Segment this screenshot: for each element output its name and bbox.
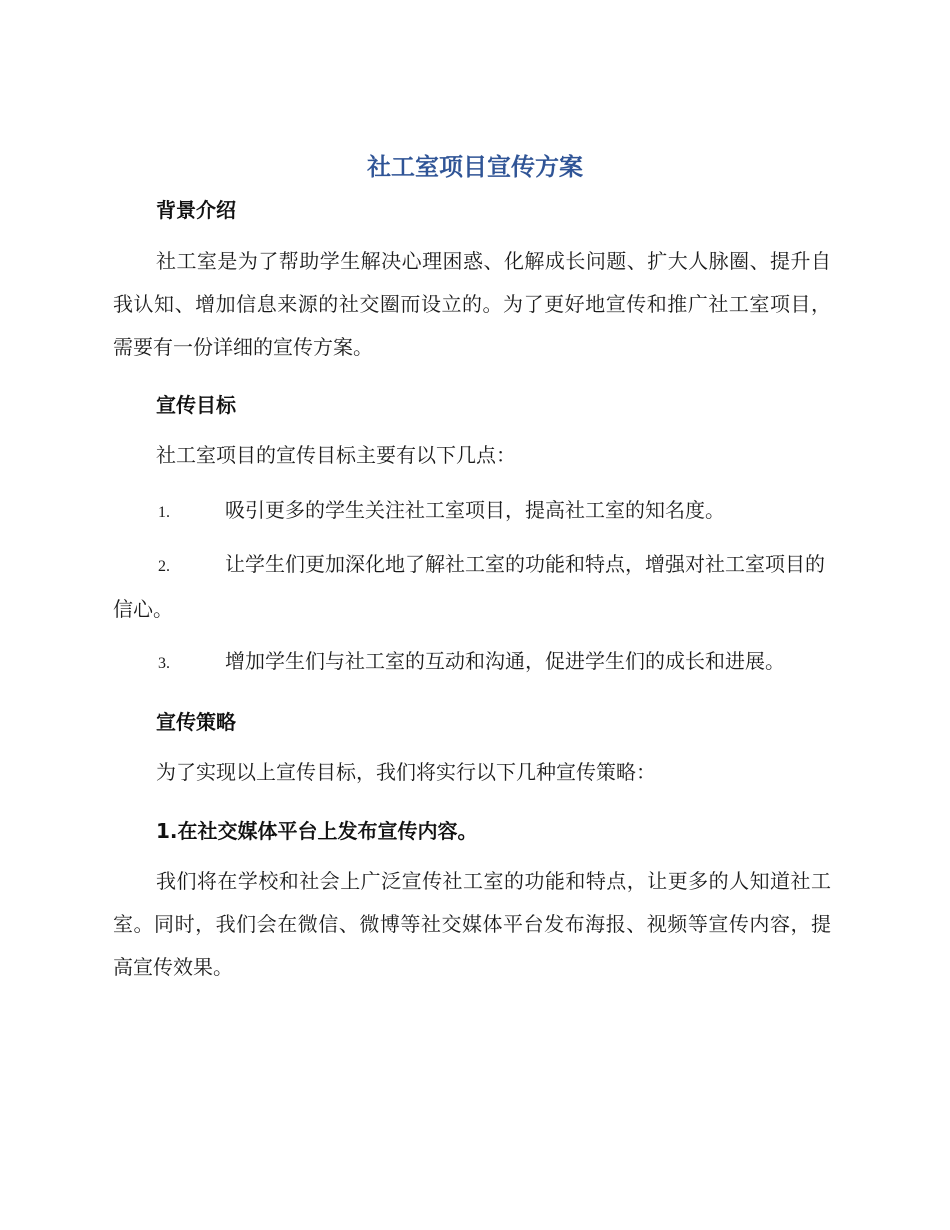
heading-background: 背景介绍	[156, 198, 236, 222]
subheading-strategy-1: 1.在社交媒体平台上发布宣传内容。	[156, 819, 478, 843]
goal-item-text: 让学生们更加深化地了解社工室的功能和特点，增强对社工室项目的信心。	[113, 552, 825, 621]
document-title: 社工室项目宣传方案	[367, 153, 583, 181]
goal-item-number: 2.	[158, 558, 170, 575]
paragraph-goals-intro: 社工室项目的宣传目标主要有以下几点：	[156, 443, 516, 467]
paragraph-strategy-1: 我们将在学校和社会上广泛宣传社工室的功能和特点，让更多的人知道社工室。同时，我们会在微信、微博等社交媒体平台发布海报、视频等宣传内容，提高宣传效果。	[113, 869, 831, 979]
goal-item-text: 增加学生们与社工室的互动和沟通，促进学生们的成长和进展。	[225, 649, 785, 673]
goal-item-2	[113, 543, 831, 631]
goal-item-1	[113, 489, 831, 534]
heading-strategy: 宣传策略	[156, 710, 236, 734]
goal-item-number: 1.	[158, 504, 170, 521]
goal-item-number: 3.	[158, 655, 170, 672]
paragraph-strategy-intro: 为了实现以上宣传目标，我们将实行以下几种宣传策略：	[156, 760, 656, 784]
heading-goals: 宣传目标	[156, 393, 236, 417]
goal-item-3	[113, 640, 831, 685]
paragraph-background: 社工室是为了帮助学生解决心理困惑、化解成长问题、扩大人脉圈、提升自我认知、增加信息来源的社交圈而设立的。为了更好地宣传和推广社工室项目，需要有一份详细的宣传方案。	[113, 249, 831, 359]
goal-item-text: 吸引更多的学生关注社工室项目，提高社工室的知名度。	[225, 498, 725, 522]
